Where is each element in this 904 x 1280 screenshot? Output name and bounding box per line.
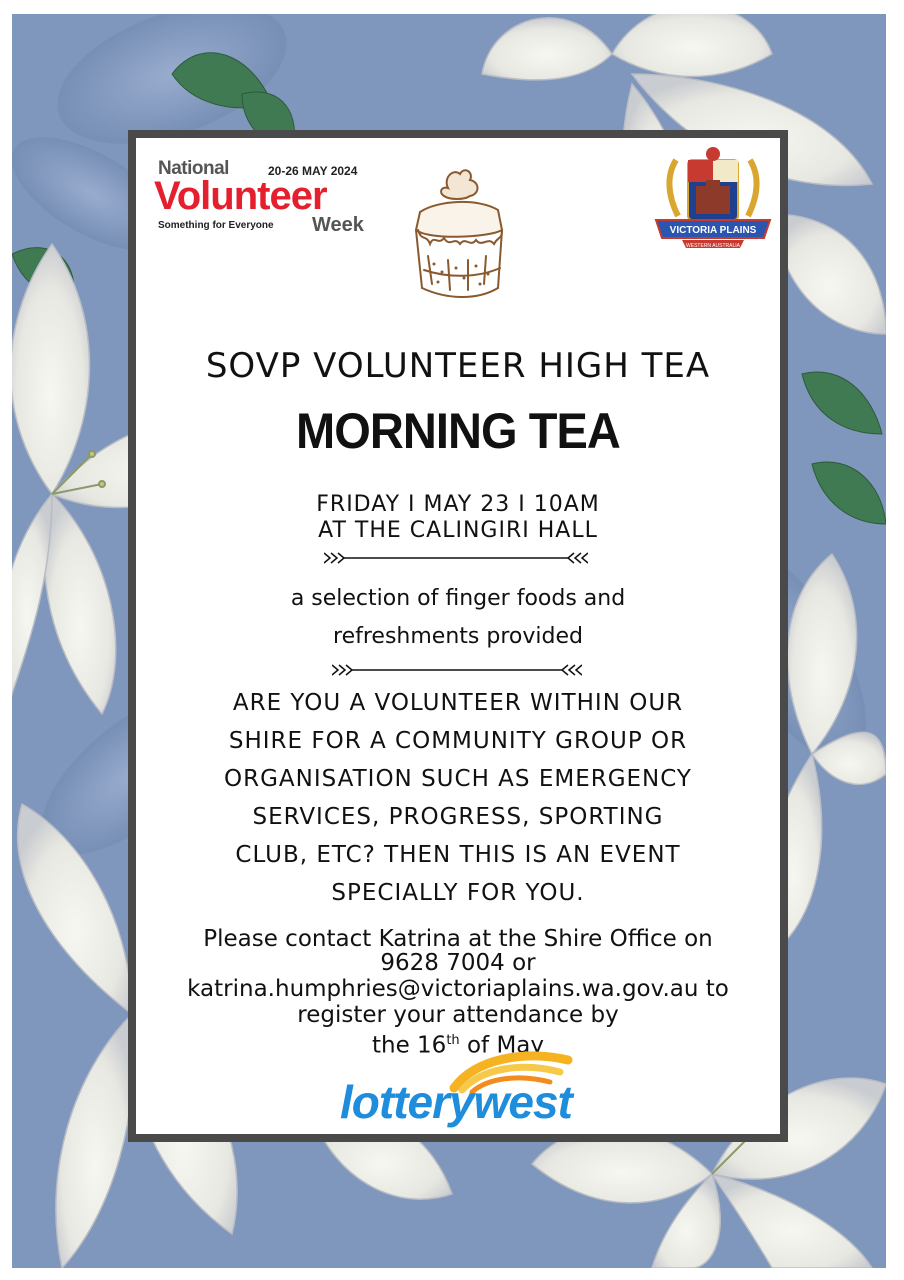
- nvw-tagline-text: Something for Everyone: [158, 220, 274, 231]
- lotterywest-wordmark: lotterywest: [340, 1076, 572, 1128]
- food-description-line: a selection of finger foods and: [290, 586, 626, 611]
- lotterywest-logo: [336, 1044, 586, 1136]
- deadline-date: the 16: [371, 1032, 447, 1059]
- invitation-line: ORGANISATION SUCH AS EMERGENCY: [224, 766, 692, 792]
- invitation-line: SPECIALLY FOR YOU.: [331, 880, 585, 906]
- arrow-divider-icon: [324, 548, 588, 568]
- contact-line: Please contact Katrina at the Shire Office on: [203, 926, 713, 952]
- contact-email-link[interactable]: katrina.humphries@victoriaplains.wa.gov.au to: [187, 976, 729, 1002]
- food-description-line: refreshments provided: [333, 624, 583, 649]
- contact-line: register your attendance by: [297, 1002, 619, 1028]
- invitation-line: CLUB, ETC? THEN THIS IS AN EVENT: [235, 842, 681, 868]
- deadline-ordinal: th: [446, 1033, 460, 1048]
- event-venue: AT THE CALINGIRI HALL: [318, 518, 598, 543]
- victoria-plains-crest-logo: [648, 146, 778, 256]
- nvw-week-text: Week: [312, 214, 364, 236]
- contact-phone: 9628 7004 or: [380, 950, 536, 976]
- event-title: MORNING TEA: [296, 403, 620, 459]
- deadline-month: of May: [459, 1032, 544, 1059]
- flyer-card: [128, 130, 788, 1142]
- crest-subtitle-text: WESTERN AUSTRALIA: [686, 243, 740, 249]
- arrow-divider-icon: [332, 660, 582, 680]
- cake-icon: [398, 160, 518, 310]
- nvw-volunteer-text: Volunteer: [154, 174, 327, 218]
- crest-banner-text: VICTORIA PLAINS: [669, 225, 757, 236]
- invitation-line: ARE YOU A VOLUNTEER WITHIN OUR: [232, 690, 684, 716]
- invitation-line: SERVICES, PROGRESS, SPORTING: [252, 804, 664, 830]
- nvw-national-text: National: [158, 158, 229, 179]
- nvw-date-text: 20-26 MAY 2024: [268, 164, 358, 178]
- event-date: FRIDAY I MAY 23 I 10AM: [316, 492, 600, 517]
- invitation-line: SHIRE FOR A COMMUNITY GROUP OR: [228, 728, 688, 754]
- event-heading: SOVP VOLUNTEER HIGH TEA: [205, 346, 711, 386]
